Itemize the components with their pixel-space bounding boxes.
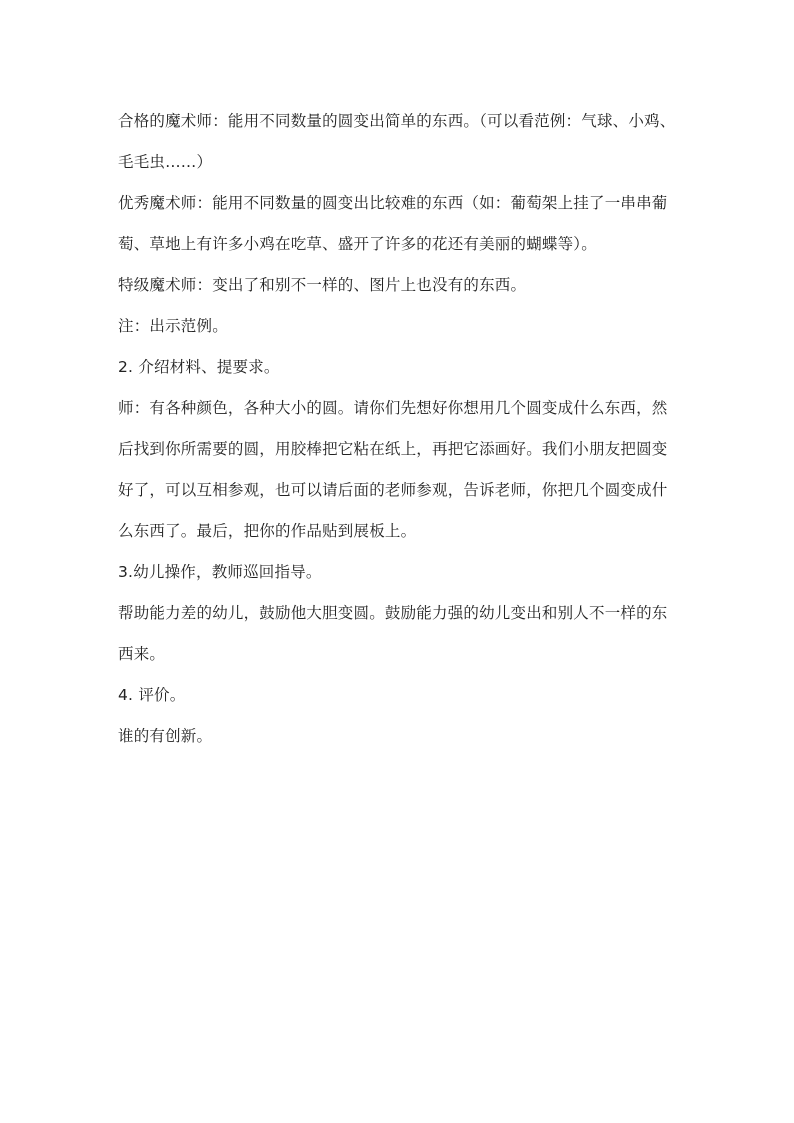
paragraph-evaluation: 谁的有创新。 — [118, 727, 213, 745]
step-4-heading: 4. 评价。 — [118, 686, 186, 704]
step-3-heading: 3.幼儿操作，教师巡回指导。 — [118, 563, 322, 581]
paragraph-teacher-instructions: 师：有各种颜色，各种大小的圆。请你们先想好你想用几个圆变成什么东西，然后找到你所需要的圆，用胶棒把它粘在纸上，再把它添画好。我们小朋友把圆变好了，可以互相参观，也可以请后面的老师参观，告诉老师，你把几个圆变成什么东西了。最后，把你的作品贴到展板上。 — [118, 399, 668, 540]
paragraph-special-magician: 特级魔术师：变出了和别不一样的、图片上也没有的东西。 — [118, 276, 527, 294]
paragraph-excellent-magician: 优秀魔术师：能用不同数量的圆变出比较难的东西（如：葡萄架上挂了一串串葡萄、草地上有许多小鸡在吃草、盛开了许多的花还有美丽的蝴蝶等）。 — [118, 194, 668, 253]
paragraph-guidance: 帮助能力差的幼儿，鼓励他大胆变圆。鼓励能力强的幼儿变出和别人不一样的东西来。 — [118, 604, 668, 663]
paragraph-note: 注：出示范例。 — [118, 317, 228, 335]
step-2-heading: 2. 介绍材料、提要求。 — [118, 358, 280, 376]
document-body — [118, 101, 680, 757]
paragraph-qualified-magician: 合格的魔术师：能用不同数量的圆变出简单的东西。（可以看范例：气球、小鸡、毛毛虫……） — [118, 112, 676, 171]
